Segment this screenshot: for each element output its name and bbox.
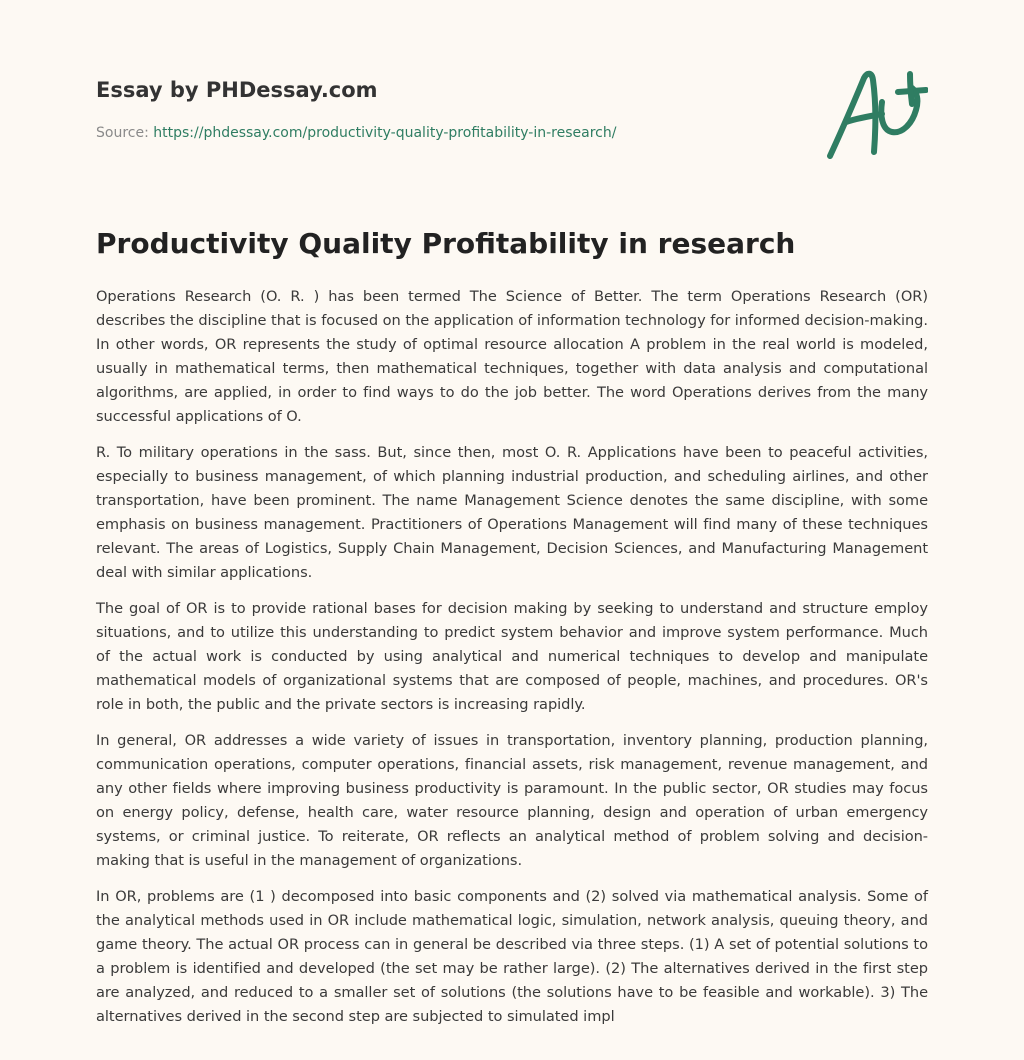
essay-title: Productivity Quality Profitability in research xyxy=(96,227,796,260)
essay-paragraph: Operations Research (O. R. ) has been termed The Science of Better. The term Operations Research (OR) describes the discipline that is focused on the application of information technology for informed decision-making. In other words, OR represents the study of optimal resource allocation A problem in the real world is modeled, usually in mathematical terms, then mathematical techniques, together with data analysis and computational algorithms, are applied, in order to find ways to do the job better. The word Operations derives from the many successful applications of O. xyxy=(96,288,928,425)
source-label: Source: xyxy=(96,125,154,141)
essay-paragraph: In general, OR addresses a wide variety of issues in transportation, inventory planning, production planning, communication operations, computer operations, financial assets, risk management, revenue management, and any other fields where improving business productivity is paramount. In the public sector, OR studies may focus on energy policy, defense, health care, water resource planning, design and operation of urban emergency systems, or criminal justice. To reiterate, OR reflects an analytical method of problem solving and decision-making that is useful in the management of organizations. xyxy=(96,732,928,869)
site-title: Essay by PHDessay.com xyxy=(96,78,378,102)
essay-paragraph: The goal of OR is to provide rational bases for decision making by seeking to understand and structure employ situations, and to utilize this understanding to predict system behavior and improve system performance. Much of the actual work is conducted by using analytical and numerical techniques to develop and manipulate mathematical models of organizational systems that are composed of people, machines, and procedures. OR's role in both, the public and the private sectors is increasing rapidly. xyxy=(96,600,928,713)
essay-header xyxy=(96,0,928,180)
source-line xyxy=(96,123,616,143)
source-link[interactable]: https://phdessay.com/productivity-quality-profitability-in-research/ xyxy=(153,125,617,141)
essay-paragraph: In OR, problems are (1 ) decomposed into basic components and (2) solved via mathematical analysis. Some of the analytical methods used in OR include mathematical logic, simulation, network analysis, queuing theory, and game theory. The actual OR process can in general be described via three steps. (1) A set of potential solutions to a problem is identified and developed (the set may be rather large). (2) The alternatives derived in the first step are analyzed, and reduced to a smaller set of solutions (the solutions have to be feasible and workable). 3) The alternatives derived in the second step are subjected to simulated impl xyxy=(96,888,928,1025)
essay-paragraph: R. To military operations in the sass. But, since then, most O. R. Applications have been to peaceful activities, especially to business management, of which planning industrial production, and scheduling airlines, and other transportation, have been prominent. The name Management Science denotes the same discipline, with some emphasis on business management. Practitioners of Operations Management will find many of these techniques relevant. The areas of Logistics, Supply Chain Management, Decision Sciences, and Manufacturing Management deal with similar applications. xyxy=(96,444,928,581)
a-plus-logo-icon xyxy=(824,68,928,164)
essay-body xyxy=(96,285,928,1041)
essay-page xyxy=(96,0,928,1025)
